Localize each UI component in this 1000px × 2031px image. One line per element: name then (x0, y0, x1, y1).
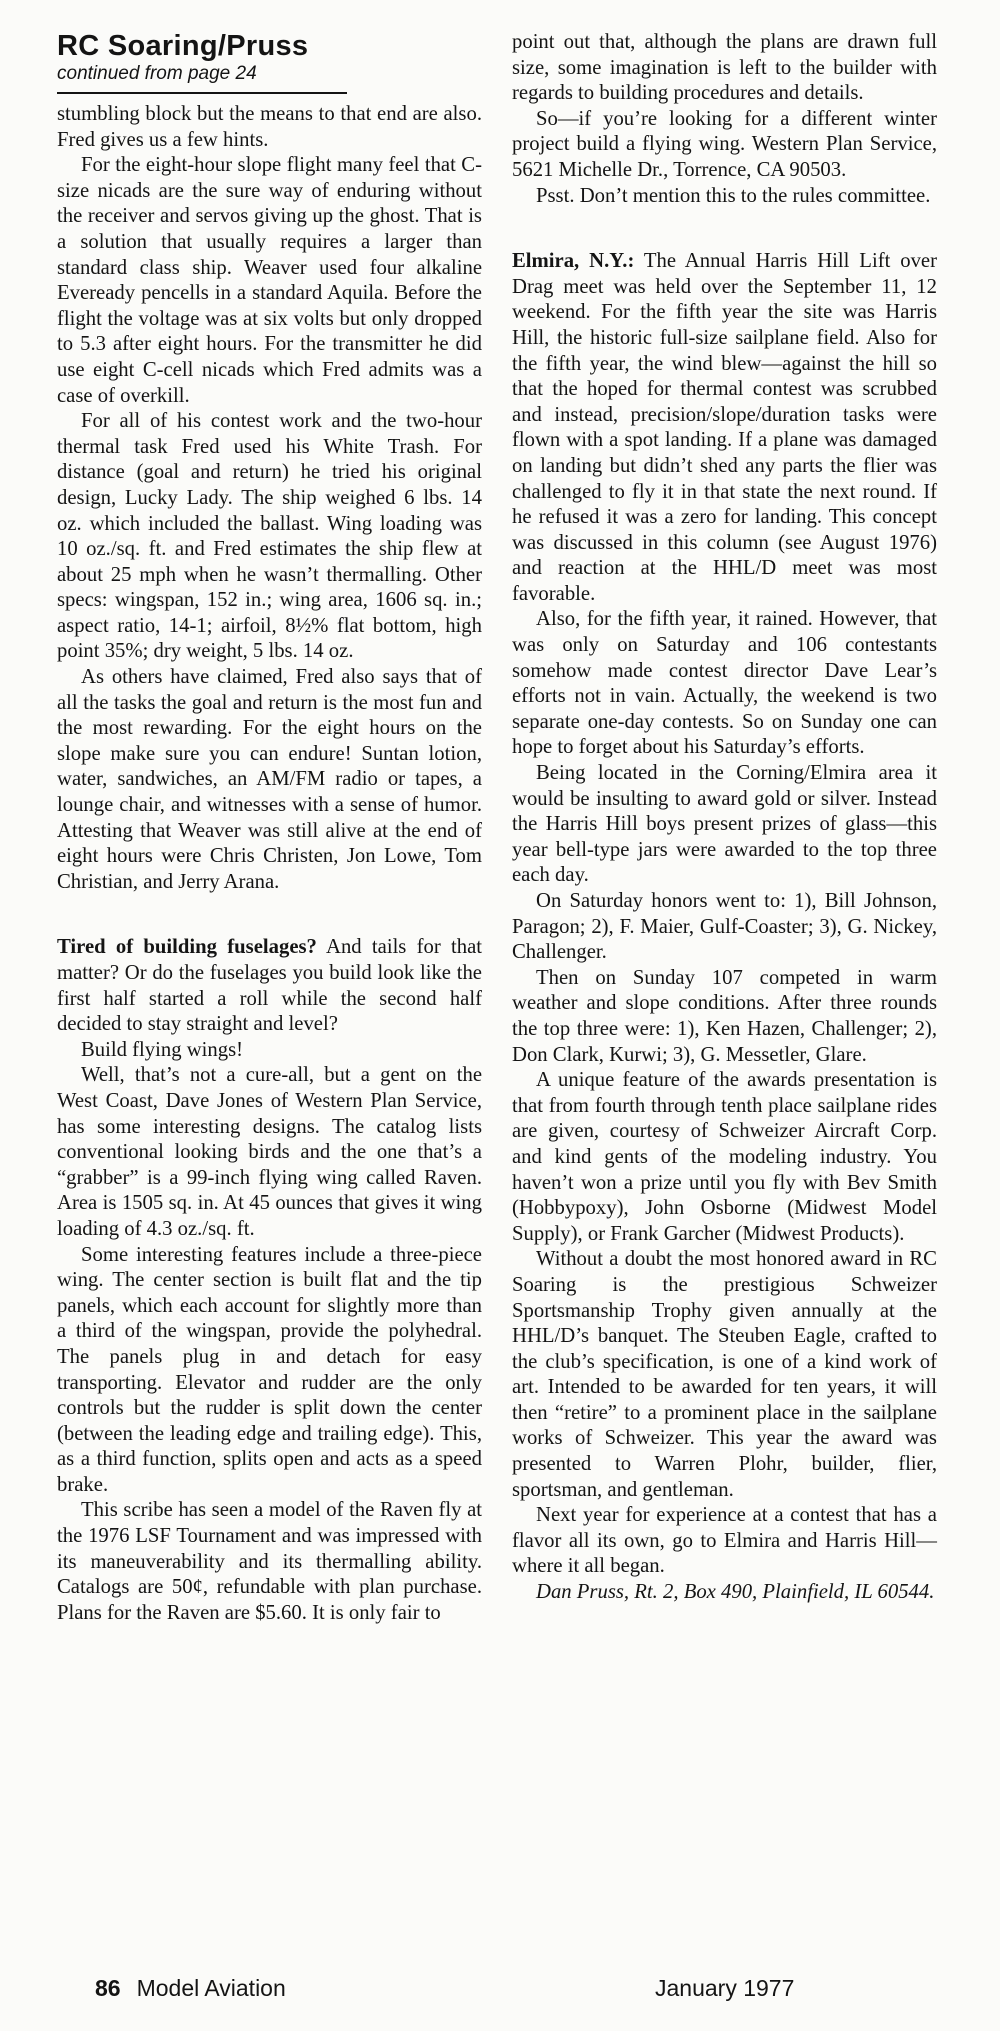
left-column (57, 30, 482, 1626)
paragraph: Build flying wings! (81, 1038, 244, 1061)
paragraph: Psst. Don’t mention this to the rules committee. (536, 184, 931, 207)
paragraph: stumbling block but the means to that end are also. Fred gives us a few hints. (57, 103, 482, 151)
paragraph: Without a doubt the most honored award in RC Soaring is the prestigious Schweizer Sportsmanship Trophy given annually at the HHL/D’s banquet. The Steuben Eagle, crafted to the club’s specification, is one of a kind work of art. Intended to be awarded for ten years, it will then “retire” to a prominent place in the sailplane works of Schweizer. This year the award was presented to Warren Plohr, builder, flier, sportsman, and gentleman. (512, 1248, 937, 1501)
author-signature: Dan Pruss, Rt. 2, Box 490, Plainfield, IL 60544. (536, 1581, 935, 1604)
paragraph: As others have claimed, Fred also says that of all the tasks the goal and return is the most fun and the most rewarding. For the eight hours on the slope make sure you can endure! Suntan lotion, water, sandwiches, an AM/FM radio or tapes, a lounge chair, and witnesses with a sense of humor. Attesting that Weaver was still alive at the end of eight hours were Chris Christen, Jon Lowe, Tom Christian, and Jerry Arana. (57, 666, 482, 893)
lead-in-text: The Annual Harris Hill Lift over Drag meet was held over the September 11, 12 weekend. For the fifth year the site was Harris Hill, the historic full-size sailplane field. Also for the fifth year, the wind blew—against the hill so that the hoped for thermal contest was scrubbed and instead, precision/slope/duration tasks were flown with a spot landing. If a plane was damaged on landing but didn’t shed any parts the flier was challenged to fly it in that state the next round. If he refused it was a zero for landing. This concept was discussed in this column (see August 1976) and reaction at the HHL/D meet was most favorable. (512, 250, 937, 605)
paragraph: For the eight-hour slope flight many feel that C-size nicads are the sure way of enduring without the receiver and servos giving up the ghost. That is a solution that usually requires a larger than standard class ship. Weaver used four alkaline Eveready pencells in a standard Aquila. Before the flight the voltage was at six volts but only dropped to 5.3 after eight hours. For the transmitter he did use eight C-cell nicads which Fred admits was a case of overkill. (57, 154, 482, 407)
page-number: 86 (95, 1975, 121, 2001)
paragraph: Then on Sunday 107 competed in warm weather and slope conditions. After three rounds the top three were: 1), Ken Hazen, Challenger; 2), Don Clark, Kurwi; 3), G. Messetler, Glare. (512, 966, 937, 1066)
magazine-name: Model Aviation (136, 1975, 286, 2001)
continued-note: continued from page 24 (57, 63, 257, 84)
lead-in-heading: Tired of building fuselages? (57, 936, 317, 959)
right-column (512, 30, 937, 1606)
paragraph-lead (57, 935, 482, 1037)
column-header (57, 30, 482, 94)
paragraph-lead (512, 249, 937, 607)
header-rule (57, 92, 347, 94)
paragraph: So—if you’re looking for a different winter project build a flying wing. Western Plan Service, 5621 Michelle Dr., Torrence, CA 90503. (512, 107, 937, 181)
page-footer-left (95, 1975, 286, 2001)
paragraph: For all of his contest work and the two-hour thermal task Fred used his White Trash. For distance (goal and return) he tried his original design, Lucky Lady. The ship weighed 6 lbs. 14 oz. which included the ballast. Wing loading was 10 oz./sq. ft. and Fred estimates the ship flew at about 25 mph when he wasn’t thermalling. Other specs: wingspan, 152 in.; wing area, 1606 sq. in.; aspect ratio, 14-1; airfoil, 8½% flat bottom, high point 35%; dry weight, 5 lbs. 14 oz. (57, 410, 482, 663)
lead-in-text: And tails for that matter? Or do the fuselages you build look like the first half started a roll while the second half decided to stay straight and level? (57, 936, 483, 1036)
paragraph: point out that, although the plans are drawn full size, some imagination is left to the builder with regards to building procedures and details. (512, 31, 937, 105)
paragraph: Well, that’s not a cure-all, but a gent on the West Coast, Dave Jones of Western Plan Service, has some interesting designs. The catalog lists conventional looking birds and the one that’s a “grabber” is a 99-inch flying wing called Raven. Area is 1505 sq. in. At 45 ounces that gives it wing loading of 4.3 oz./sq. ft. (57, 1064, 482, 1240)
paragraph: On Saturday honors went to: 1), Bill Johnson, Paragon; 2), F. Maier, Gulf-Coaster; 3), G. Nickey, Challenger. (512, 890, 937, 964)
paragraph: Also, for the fifth year, it rained. However, that was only on Saturday and 106 contestants somehow made contest director Dave Lear’s efforts not in vain. Actually, the weekend is two separate one-day contests. So on Sunday one can hope to forget about his Saturday’s efforts. (512, 608, 937, 759)
paragraph: Next year for experience at a contest that has a flavor all its own, go to Elmira and Harris Hill—where it all began. (512, 1504, 937, 1578)
paragraph: A unique feature of the awards presentation is that from fourth through tenth place sailplane rides are given, courtesy of Schweizer Aircraft Corp. and kind gents of the modeling industry. You haven’t won a prize until you fly with Bev Smith (Hobbypoxy), John Osborne (Midwest Model Supply), or Frank Garcher (Midwest Products). (512, 1069, 937, 1245)
paragraph: Being located in the Corning/Elmira area it would be insulting to award gold or silver. Instead the Harris Hill boys present prizes of glass—this year bell-type jars were awarded to the top three each day. (512, 762, 937, 887)
lead-in-heading: Elmira, N.Y.: (512, 250, 635, 273)
column-title: RC Soaring/Pruss (57, 30, 309, 62)
issue-date: January 1977 (655, 1975, 795, 2001)
paragraph: This scribe has seen a model of the Raven fly at the 1976 LSF Tournament and was impressed with its maneuverability and its thermalling ability. Catalogs are 50¢, refundable with plan purchase. Plans for the Raven are $5.60. It is only fair to (57, 1499, 482, 1624)
paragraph: Some interesting features include a three-piece wing. The center section is built flat and the tip panels, which each account for slightly more than a third of the wingspan, provide the polyhedral. The panels plug in and detach for easy transporting. Elevator and rudder are the only controls but the rudder is split down the center (between the leading edge and trailing edge). This, as a third function, splits open and acts as a speed brake. (57, 1243, 482, 1496)
